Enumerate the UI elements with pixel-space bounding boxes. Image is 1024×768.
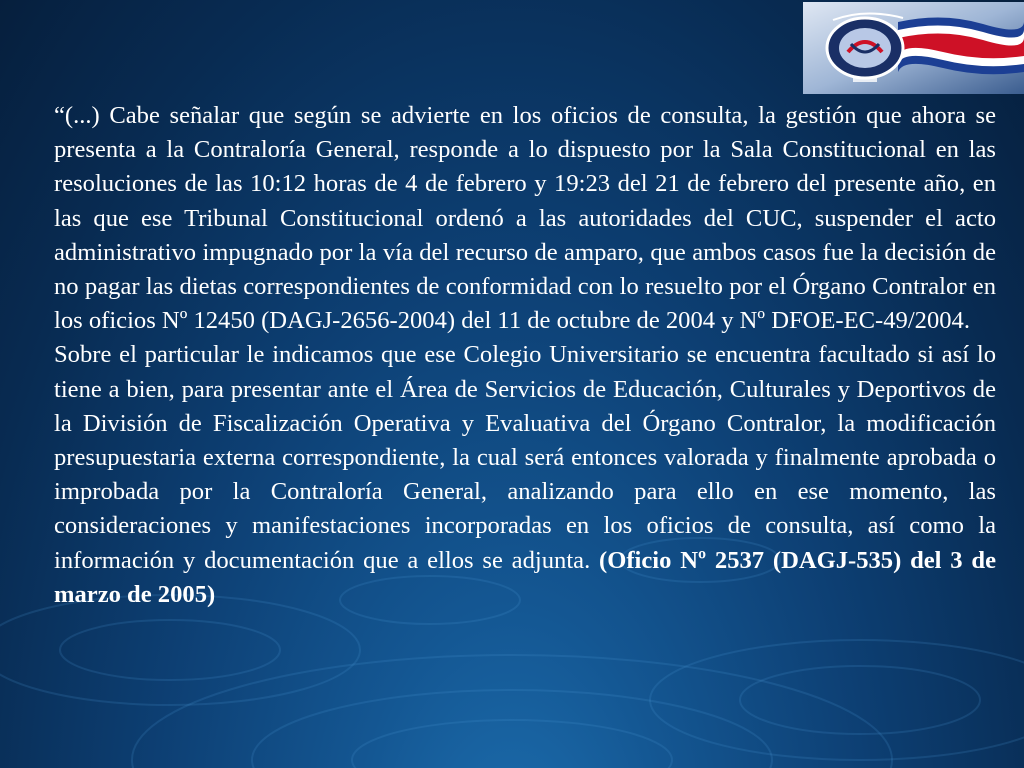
citation-reference: (Oficio Nº 2537 (DAGJ-535) del 3 de marzo de 2005) xyxy=(54,546,996,608)
institution-logo xyxy=(803,2,1024,94)
slide-body xyxy=(54,99,996,612)
emblem-flag-icon xyxy=(803,2,1024,94)
explanation-paragraph xyxy=(54,338,996,612)
quote-paragraph: “(...) Cabe señalar que según se advierte en los oficios de consulta, la gestión que ahora se presenta a la Contraloría General, responde a lo dispuesto por la Sala Constitucional en las resoluciones de las 10:12 horas de 4 de febrero y 19:23 del 21 de febrero del presente año, en las que ese Tribunal Constitucional ordenó a las autoridades del CUC, suspender el acto administrativo impugnado por la vía del recurso de amparo, que ambos casos fue la decisión de no pagar las dietas correspondientes de conformidad con lo resuelto por el Órgano Contralor en los oficios Nº 12450 (DAGJ-2656-2004) del 11 de octubre de 2004 y Nº DFOE-EC-49/2004. xyxy=(54,102,996,335)
explanation-text: Sobre el particular le indicamos que ese Colegio Universitario se encuentra facultado si así lo tiene a bien, para presentar ante el Área de Servicios de Educación, Culturales y Deportivos de la División de Fiscalización Operativa y Evaluativa del Órgano Contralor, la modificación presupuestaria externa correspondiente, la cual será entonces valorada y finalmente aprobada o improbada por la Contraloría General, analizando para ello en ese momento, las consideraciones y manifestaciones incorporadas en los oficios de consulta, así como la información y documentación que a ellos se adjunta. xyxy=(54,341,996,574)
